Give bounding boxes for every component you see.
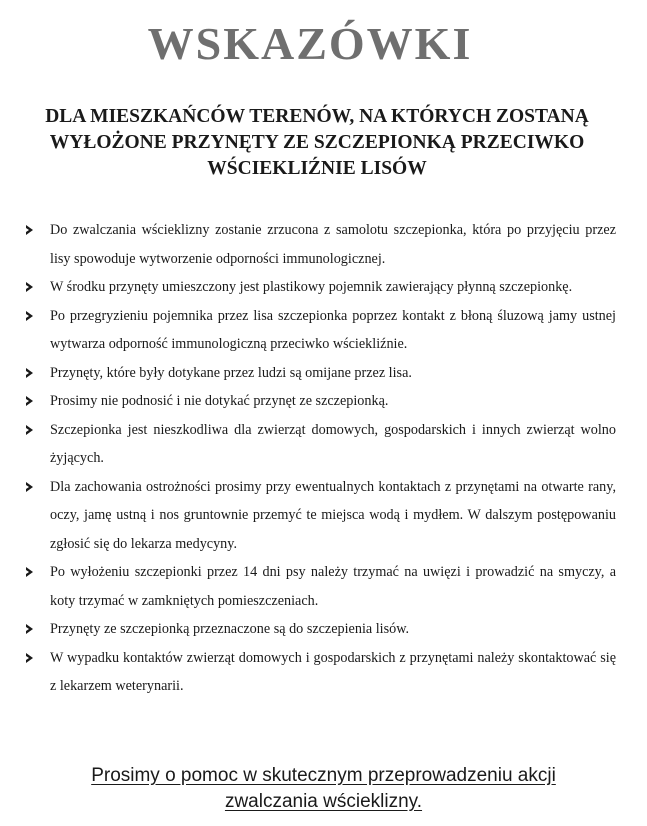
list-item-text: Przynęty, które były dotykane przez ludzi są omijane przez lisa. (50, 364, 412, 381)
arrowhead-bullet-icon (26, 396, 33, 406)
list-item-text: Do zwalczania wścieklizny zostanie zrzucona z samolotu szczepionka, która po przyjęciu przez lisy spowoduje wytworzenie odporności immunologicznej. (50, 222, 616, 267)
arrowhead-bullet-icon (26, 425, 33, 435)
list-item (26, 387, 616, 416)
arrowhead-bullet-icon (26, 282, 33, 292)
list-item-text: Szczepionka jest nieszkodliwa dla zwierząt domowych, gospodarskich i innych zwierząt wolno żyjących. (50, 421, 616, 466)
list-item-text: Przynęty ze szczepionką przeznaczone są do szczepienia lisów. (50, 621, 410, 637)
arrowhead-bullet-icon (26, 567, 33, 577)
list-item-text: Po przegryzieniu pojemnika przez lisa szczepionka poprzez kontakt z błoną śluzową jamy ustnej wytwarza odporność immunologiczną przeciwko wściekliźnie. (50, 307, 616, 352)
subtitle-line: DLA MIESZKAŃCÓW TERENÓW, NA KTÓRYCH ZOSTANĄ (45, 106, 589, 127)
subtitle-line: WYŁOŻONE PRZYNĘTY ZE SZCZEPIONKĄ PRZECIWKO (49, 132, 585, 153)
footer-line: Prosimy o pomoc w skutecznym przeprowadzeniu akcji (91, 765, 556, 786)
list-item (26, 644, 616, 701)
list-item-text: W środku przynęty umieszczony jest plastikowy pojemnik zawierający płynną szczepionkę. (50, 279, 573, 295)
arrowhead-bullet-icon (26, 624, 33, 634)
list-item (26, 273, 616, 302)
arrowhead-bullet-icon (26, 482, 33, 492)
list-item (26, 473, 616, 559)
list-item (26, 615, 616, 644)
list-item-text: Dla zachowania ostrożności prosimy przy ewentualnych kontaktach z przynętami na otwarte rany, oczy, jamę ustną i nos gruntownie przemyć te miejsca wodą i mydłem. W dalszym postępowaniu zgłosić się do lekarza medycyny. (50, 478, 616, 552)
list-item (26, 302, 616, 359)
page-subtitle (0, 104, 634, 182)
list-item (26, 558, 616, 615)
subtitle-line: WŚCIEKLIŹNIE LISÓW (207, 158, 427, 179)
footer-appeal (0, 763, 647, 815)
list-item (26, 216, 616, 273)
list-item-text: Prosimy nie podnosić i nie dotykać przynęt ze szczepionką. (50, 393, 389, 409)
page-title: WSKAZÓWKI (147, 18, 473, 69)
list-item (26, 359, 616, 388)
arrowhead-bullet-icon (26, 225, 33, 235)
list-item-text: W wypadku kontaktów zwierząt domowych i gospodarskich z przynętami należy skontaktować się z lekarzem weterynarii. (50, 649, 616, 694)
list-item (26, 416, 616, 473)
list-item-text: Po wyłożeniu szczepionki przez 14 dni psy należy trzymać na uwięzi i prowadzić na smyczy, a koty trzymać w zamkniętych pomieszczeniach. (50, 564, 616, 609)
arrowhead-bullet-icon (26, 368, 33, 378)
arrowhead-bullet-icon (26, 653, 33, 663)
instruction-list (26, 216, 616, 701)
footer-line: zwalczania wścieklizny. (224, 791, 423, 812)
arrowhead-bullet-icon (26, 311, 33, 321)
